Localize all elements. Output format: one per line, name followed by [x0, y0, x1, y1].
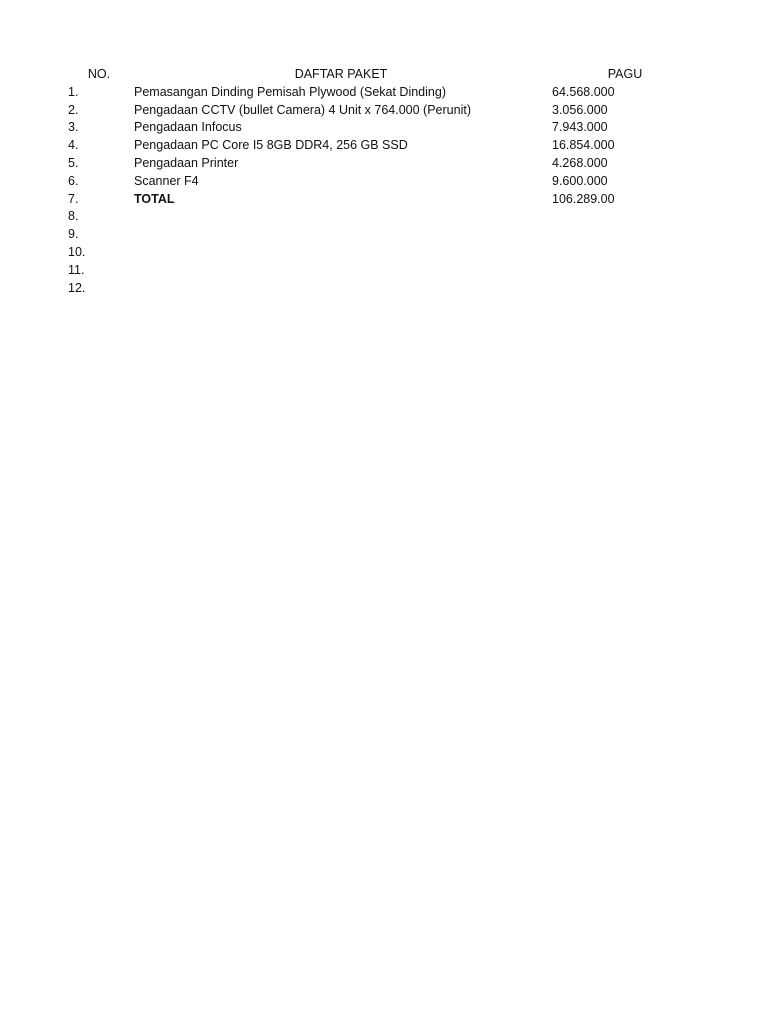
table-row: [0, 102, 768, 120]
table-row: [0, 173, 768, 191]
column-header-package-list: DAFTAR PAKET: [294, 67, 388, 81]
row-number: 12.: [68, 280, 86, 295]
table-row: [0, 84, 768, 102]
budget-value: 64.568.000: [552, 84, 615, 99]
budget-value: 16.854.000: [552, 138, 615, 153]
package-name: Pengadaan PC Core I5 8GB DDR4, 256 GB SSD: [134, 138, 408, 153]
budget-value: 3.056.000: [552, 102, 608, 117]
table-row: [0, 137, 768, 155]
budget-value: 4.268.000: [552, 155, 608, 170]
row-number: 6.: [68, 173, 79, 188]
row-number: 9.: [68, 227, 79, 242]
row-number: 1.: [68, 84, 79, 99]
package-name: Pengadaan CCTV (bullet Camera) 4 Unit x 764.000 (Perunit): [134, 102, 471, 117]
table-row: [0, 155, 768, 173]
table-row: [0, 119, 768, 137]
total-row: [0, 191, 768, 209]
package-table: [0, 66, 768, 297]
row-number: 8.: [68, 209, 79, 224]
table-row: [0, 208, 768, 226]
row-number: 3.: [68, 120, 79, 135]
package-name: Pengadaan Printer: [134, 155, 239, 170]
table-row: [0, 244, 768, 262]
row-number: 10.: [68, 244, 86, 259]
column-header-no: NO.: [87, 67, 111, 81]
row-number: 2.: [68, 102, 79, 117]
column-header-budget: PAGU: [607, 67, 643, 81]
budget-value: 7.943.000: [552, 120, 608, 135]
budget-value: 9.600.000: [552, 173, 608, 188]
table-row: [0, 262, 768, 280]
row-number: 5.: [68, 155, 79, 170]
table-header-row: [0, 66, 768, 84]
package-name: Pemasangan Dinding Pemisah Plywood (Sekat Dinding): [134, 84, 446, 99]
package-name: Scanner F4: [134, 173, 199, 188]
package-name: Pengadaan Infocus: [134, 120, 242, 135]
row-number: 4.: [68, 138, 79, 153]
total-value: 106.289.00: [552, 191, 615, 206]
row-number: 11.: [68, 262, 85, 277]
table-row: [0, 226, 768, 244]
total-label: TOTAL: [134, 191, 175, 206]
table-row: [0, 280, 768, 298]
row-number: 7.: [68, 191, 79, 206]
